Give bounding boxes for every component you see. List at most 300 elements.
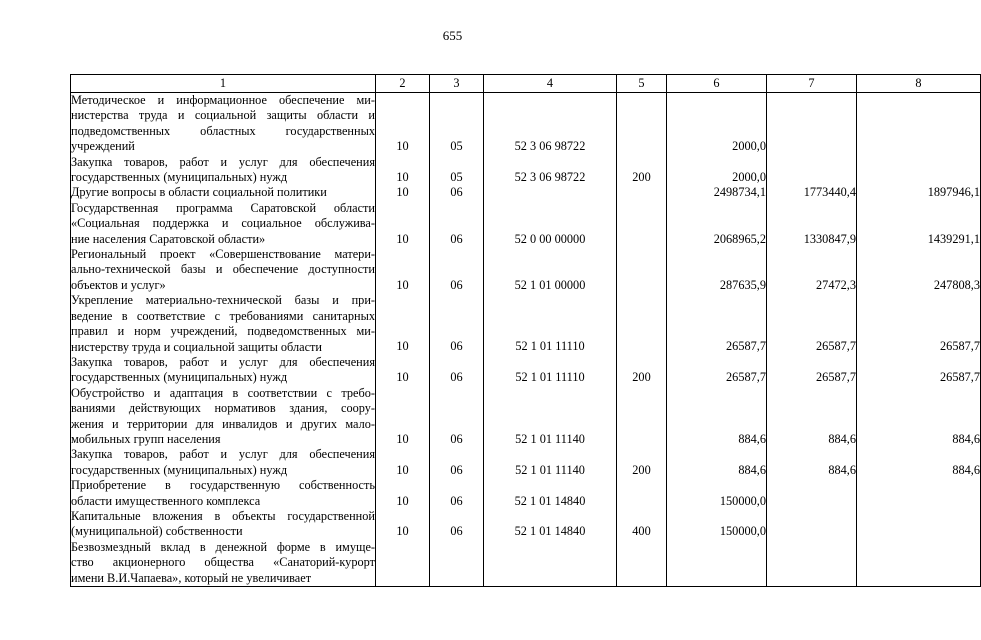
- description-line: нистерству труда и социальной защиты области: [71, 339, 323, 354]
- amount-year-2: [767, 93, 857, 155]
- expense-type-code-value: [617, 139, 666, 154]
- amount-year-3-value: 247808,3: [933, 277, 980, 292]
- expense-type-code: [617, 509, 667, 540]
- value-spacer: [484, 93, 616, 139]
- target-article-code-value: [484, 185, 616, 200]
- target-article-code-value: 52 1 01 14840: [514, 493, 586, 508]
- amount-year-3-value: [857, 139, 980, 154]
- table-row: [71, 509, 981, 540]
- amount-year-3: [857, 386, 981, 448]
- description-line: Другие вопросы в области социальной политики: [71, 185, 327, 200]
- value-spacer: [667, 509, 766, 524]
- amount-year-3: [857, 509, 981, 540]
- section-code-value: 10: [396, 493, 409, 508]
- row-description: [71, 201, 376, 247]
- expense-type-code-value: [617, 494, 666, 509]
- amount-year-1-value: 2498734,1: [713, 185, 766, 200]
- page-number: 655: [442, 28, 463, 43]
- expense-type-code: [617, 201, 667, 247]
- section-code-value: 10: [396, 431, 409, 446]
- target-article-code-value: 52 0 00 00000: [514, 231, 586, 246]
- value-spacer: [857, 478, 980, 493]
- section-code-value: 10: [396, 139, 409, 154]
- subsection-code-value: 06: [450, 462, 463, 477]
- value-spacer: [617, 293, 666, 339]
- value-spacer: [667, 540, 766, 571]
- description-line: Приобретение в государственную собственность: [71, 478, 375, 493]
- amount-year-1-value: 26587,7: [726, 339, 766, 354]
- target-article-code: [484, 509, 617, 540]
- budget-table: [70, 74, 981, 587]
- row-description: [71, 478, 376, 509]
- amount-year-3-value: [857, 571, 980, 586]
- value-spacer: [767, 386, 856, 432]
- row-description: [71, 447, 376, 478]
- target-article-code-value: [484, 571, 616, 586]
- value-spacer: [430, 478, 483, 493]
- amount-year-3: [857, 185, 981, 200]
- row-description: [71, 540, 376, 587]
- target-article-code-value: 52 3 06 98722: [514, 170, 586, 185]
- amount-year-2: [767, 447, 857, 478]
- description-line: Безвозмездный вклад в денежной форме в имуще-: [71, 539, 375, 554]
- amount-year-3-value: 1439291,1: [927, 231, 980, 246]
- table-row: [71, 355, 981, 386]
- value-spacer: [857, 509, 980, 524]
- subsection-code-value: 06: [450, 493, 463, 508]
- value-spacer: [430, 247, 483, 278]
- value-spacer: [767, 478, 856, 493]
- table-row: [71, 93, 981, 155]
- value-spacer: [667, 93, 766, 139]
- value-spacer: [376, 509, 429, 524]
- amount-year-1-value: 2000,0: [732, 170, 766, 185]
- subsection-code: [430, 201, 484, 247]
- amount-year-2: [767, 386, 857, 448]
- section-code-value: 10: [396, 339, 409, 354]
- amount-year-3-value: 884,6: [952, 431, 980, 446]
- amount-year-3: [857, 447, 981, 478]
- target-article-code-value: 52 1 01 11140: [515, 431, 585, 446]
- section-code-value: 10: [396, 524, 409, 539]
- column-header-3: 3: [430, 75, 484, 93]
- description-line: Закупка товаров, работ и услуг для обеспечения: [71, 447, 375, 462]
- amount-year-3-value: [857, 170, 980, 185]
- value-spacer: [617, 386, 666, 432]
- section-code: [376, 509, 430, 540]
- value-spacer: [484, 293, 616, 339]
- table-body: [71, 93, 981, 587]
- value-spacer: [484, 355, 616, 370]
- subsection-code: [430, 447, 484, 478]
- value-spacer: [857, 447, 980, 462]
- description-line: Региональный проект «Совершенствование матери-: [71, 247, 375, 262]
- amount-year-1: [667, 478, 767, 509]
- column-header-8: 8: [857, 75, 981, 93]
- amount-year-2: [767, 509, 857, 540]
- value-spacer: [857, 386, 980, 432]
- amount-year-1: [667, 386, 767, 448]
- expense-type-code: [617, 247, 667, 293]
- target-article-code: [484, 386, 617, 448]
- value-spacer: [857, 355, 980, 370]
- value-spacer: [667, 155, 766, 170]
- subsection-code: [430, 355, 484, 386]
- description-line: государственных (муниципальных) нужд: [71, 170, 288, 185]
- value-spacer: [617, 447, 666, 462]
- subsection-code: [430, 247, 484, 293]
- subsection-code: [430, 185, 484, 200]
- column-header-4: 4: [484, 75, 617, 93]
- table-row: [71, 447, 981, 478]
- description-line: Методическое и информационное обеспечение ми-: [71, 93, 375, 107]
- value-spacer: [767, 201, 856, 232]
- description-line: подведомственных областных государственных: [71, 123, 375, 138]
- amount-year-3: [857, 155, 981, 186]
- value-spacer: [430, 201, 483, 232]
- description-line: Закупка товаров, работ и услуг для обеспечения: [71, 154, 375, 169]
- row-description: [71, 247, 376, 293]
- value-spacer: [376, 355, 429, 370]
- amount-year-2-value: 26587,7: [816, 370, 856, 385]
- value-spacer: [376, 478, 429, 493]
- value-spacer: [484, 386, 616, 432]
- column-header-1: 1: [71, 75, 376, 93]
- amount-year-1-value: 287635,9: [719, 277, 766, 292]
- table-row: [71, 386, 981, 448]
- amount-year-2-value: [767, 571, 856, 586]
- description-line: (муниципальной) собственности: [71, 524, 243, 539]
- expense-type-code: [617, 540, 667, 587]
- column-header-6: 6: [667, 75, 767, 93]
- section-code-value: 10: [396, 277, 409, 292]
- expense-type-code-value: 200: [632, 170, 651, 185]
- amount-year-3-value: 884,6: [952, 462, 980, 477]
- subsection-code: [430, 386, 484, 448]
- row-description: [71, 185, 376, 200]
- amount-year-2-value: 26587,7: [816, 339, 856, 354]
- value-spacer: [617, 201, 666, 232]
- amount-year-1: [667, 155, 767, 186]
- table-row: [71, 478, 981, 509]
- description-line: жения и территории для инвалидов и других мало-: [71, 416, 375, 431]
- amount-year-2-value: 27472,3: [816, 277, 856, 292]
- value-spacer: [430, 386, 483, 432]
- amount-year-2: [767, 293, 857, 355]
- target-article-code: [484, 201, 617, 247]
- value-spacer: [767, 293, 856, 339]
- amount-year-3: [857, 93, 981, 155]
- amount-year-2: [767, 155, 857, 186]
- value-spacer: [376, 447, 429, 462]
- subsection-code-value: 06: [450, 277, 463, 292]
- amount-year-3-value: 1897946,1: [927, 185, 980, 200]
- target-article-code: [484, 478, 617, 509]
- expense-type-code-value: [617, 232, 666, 247]
- section-code: [376, 478, 430, 509]
- value-spacer: [767, 447, 856, 462]
- expense-type-code: [617, 293, 667, 355]
- description-line: Государственная программа Саратовской области: [71, 200, 375, 215]
- table-row: [71, 185, 981, 200]
- description-line: Капитальные вложения в объекты государственной: [71, 508, 375, 523]
- subsection-code-value: 06: [450, 370, 463, 385]
- expense-type-code: [617, 155, 667, 186]
- value-spacer: [617, 93, 666, 139]
- subsection-code: [430, 478, 484, 509]
- amount-year-1: [667, 185, 767, 200]
- value-spacer: [484, 540, 616, 571]
- description-line: ваниями действующих нормативов здания, соору-: [71, 401, 375, 416]
- target-article-code: [484, 293, 617, 355]
- target-article-code: [484, 155, 617, 186]
- amount-year-2-value: [767, 494, 856, 509]
- section-code: [376, 386, 430, 448]
- expense-type-code-value: 200: [632, 370, 651, 385]
- amount-year-2-value: 884,6: [828, 431, 856, 446]
- target-article-code-value: 52 3 06 98722: [514, 139, 586, 154]
- amount-year-3: [857, 201, 981, 247]
- expense-type-code: [617, 478, 667, 509]
- amount-year-2: [767, 185, 857, 200]
- value-spacer: [376, 293, 429, 339]
- amount-year-1-value: 26587,7: [726, 370, 766, 385]
- amount-year-1: [667, 93, 767, 155]
- amount-year-3: [857, 478, 981, 509]
- subsection-code: [430, 93, 484, 155]
- amount-year-2: [767, 355, 857, 386]
- description-line: ально-технической базы и обеспечение доступности: [71, 262, 375, 277]
- amount-year-3-value: [857, 494, 980, 509]
- subsection-code: [430, 509, 484, 540]
- value-spacer: [376, 93, 429, 139]
- amount-year-2: [767, 540, 857, 587]
- amount-year-2: [767, 201, 857, 247]
- target-article-code-value: 52 1 01 11110: [515, 370, 585, 385]
- value-spacer: [667, 447, 766, 462]
- value-spacer: [484, 201, 616, 232]
- target-article-code-value: 52 1 01 11140: [515, 462, 585, 477]
- value-spacer: [857, 540, 980, 571]
- amount-year-2: [767, 478, 857, 509]
- target-article-code: [484, 185, 617, 200]
- row-description: [71, 93, 376, 155]
- description-line: Обустройство и адаптация в соответствии с требо-: [71, 385, 375, 400]
- subsection-code-value: 05: [450, 170, 463, 185]
- section-code: [376, 155, 430, 186]
- description-line: государственных (муниципальных) нужд: [71, 462, 288, 477]
- value-spacer: [767, 509, 856, 524]
- row-description: [71, 386, 376, 448]
- row-description: [71, 293, 376, 355]
- value-spacer: [857, 155, 980, 170]
- section-code: [376, 447, 430, 478]
- value-spacer: [667, 247, 766, 278]
- description-line: нистерства труда и социальной защиты области и: [71, 108, 375, 123]
- value-spacer: [767, 355, 856, 370]
- description-line: ство акционерного общества «Санаторий-курорт: [71, 555, 375, 570]
- expense-type-code-value: [617, 278, 666, 293]
- amount-year-1: [667, 540, 767, 587]
- value-spacer: [617, 355, 666, 370]
- value-spacer: [430, 355, 483, 370]
- value-spacer: [667, 386, 766, 432]
- subsection-code-value: 06: [450, 231, 463, 246]
- amount-year-2-value: 1330847,9: [803, 231, 856, 246]
- target-article-code-value: 52 1 01 00000: [514, 277, 586, 292]
- value-spacer: [667, 355, 766, 370]
- expense-type-code: [617, 386, 667, 448]
- description-line: ние населения Саратовской области»: [71, 231, 266, 246]
- section-code: [376, 247, 430, 293]
- expense-type-code: [617, 185, 667, 200]
- table-row: [71, 155, 981, 186]
- section-code-value: 10: [396, 462, 409, 477]
- amount-year-1-value: 884,6: [738, 431, 766, 446]
- amount-year-1-value: 2000,0: [732, 139, 766, 154]
- amount-year-1: [667, 201, 767, 247]
- value-spacer: [376, 540, 429, 571]
- section-code: [376, 540, 430, 587]
- value-spacer: [667, 293, 766, 339]
- value-spacer: [376, 155, 429, 170]
- description-line: «Социальная поддержка и социальное обслужива-: [71, 216, 375, 231]
- section-code-value: 10: [396, 170, 409, 185]
- subsection-code-value: 06: [450, 431, 463, 446]
- description-line: государственных (муниципальных) нужд: [71, 370, 288, 385]
- amount-year-1-value: 884,6: [738, 462, 766, 477]
- value-spacer: [430, 155, 483, 170]
- target-article-code: [484, 93, 617, 155]
- description-line: имени В.И.Чапаева», который не увеличивает: [71, 570, 312, 585]
- section-code: [376, 355, 430, 386]
- amount-year-1-value: 150000,0: [719, 493, 766, 508]
- subsection-code: [430, 293, 484, 355]
- table-header-row: [71, 75, 981, 93]
- amount-year-2-value: [767, 524, 856, 539]
- section-code: [376, 93, 430, 155]
- amount-year-1-value: 2068965,2: [713, 231, 766, 246]
- column-header-2: 2: [376, 75, 430, 93]
- description-line: мобильных групп населения: [71, 431, 221, 446]
- section-code: [376, 201, 430, 247]
- subsection-code-value: [430, 571, 483, 586]
- amount-year-2: [767, 247, 857, 293]
- subsection-code-value: 05: [450, 139, 463, 154]
- section-code-value: 10: [396, 231, 409, 246]
- amount-year-3-value: [857, 524, 980, 539]
- table-row: [71, 201, 981, 247]
- target-article-code: [484, 447, 617, 478]
- value-spacer: [484, 478, 616, 493]
- amount-year-3: [857, 293, 981, 355]
- amount-year-2-value: [767, 170, 856, 185]
- expense-type-code-value: [617, 432, 666, 447]
- section-code-value: 10: [396, 185, 409, 200]
- expense-type-code-value: [617, 571, 666, 586]
- value-spacer: [430, 509, 483, 524]
- value-spacer: [430, 447, 483, 462]
- expense-type-code: [617, 355, 667, 386]
- value-spacer: [857, 93, 980, 139]
- description-line: учреждений: [71, 139, 135, 154]
- amount-year-3: [857, 355, 981, 386]
- row-description: [71, 509, 376, 540]
- description-line: ведение в соответствие с требованиями санитарных: [71, 308, 375, 323]
- description-line: области имущественного комплекса: [71, 493, 261, 508]
- value-spacer: [430, 93, 483, 139]
- expense-type-code-value: 200: [632, 462, 651, 477]
- table-row: [71, 247, 981, 293]
- amount-year-1: [667, 293, 767, 355]
- amount-year-2-value: [767, 139, 856, 154]
- value-spacer: [667, 478, 766, 493]
- amount-year-3-value: 26587,7: [940, 370, 980, 385]
- target-article-code-value: 52 1 01 11110: [515, 339, 585, 354]
- subsection-code: [430, 540, 484, 587]
- section-code-value: [376, 571, 429, 586]
- column-header-7: 7: [767, 75, 857, 93]
- value-spacer: [767, 540, 856, 571]
- value-spacer: [617, 509, 666, 524]
- value-spacer: [376, 247, 429, 278]
- value-spacer: [484, 155, 616, 170]
- amount-year-1: [667, 247, 767, 293]
- value-spacer: [617, 247, 666, 278]
- expense-type-code-value: [617, 339, 666, 354]
- value-spacer: [376, 386, 429, 432]
- row-description: [71, 155, 376, 186]
- value-spacer: [857, 293, 980, 339]
- target-article-code: [484, 247, 617, 293]
- expense-type-code: [617, 93, 667, 155]
- value-spacer: [430, 293, 483, 339]
- subsection-code-value: 06: [450, 339, 463, 354]
- target-article-code: [484, 540, 617, 587]
- column-header-5: 5: [617, 75, 667, 93]
- expense-type-code-value: 400: [632, 524, 651, 539]
- subsection-code-value: 06: [450, 185, 463, 200]
- amount-year-2-value: 884,6: [828, 462, 856, 477]
- value-spacer: [484, 447, 616, 462]
- value-spacer: [617, 540, 666, 571]
- amount-year-2-value: 1773440,4: [803, 185, 856, 200]
- value-spacer: [430, 540, 483, 571]
- section-code-value: 10: [396, 370, 409, 385]
- value-spacer: [617, 478, 666, 493]
- amount-year-1: [667, 509, 767, 540]
- description-line: объектов и услуг»: [71, 277, 166, 292]
- target-article-code: [484, 355, 617, 386]
- value-spacer: [484, 247, 616, 278]
- amount-year-1: [667, 447, 767, 478]
- amount-year-1: [667, 355, 767, 386]
- value-spacer: [767, 155, 856, 170]
- subsection-code: [430, 155, 484, 186]
- row-description: [71, 355, 376, 386]
- expense-type-code-value: [617, 185, 666, 200]
- value-spacer: [767, 247, 856, 278]
- value-spacer: [667, 201, 766, 232]
- section-code: [376, 293, 430, 355]
- description-line: Закупка товаров, работ и услуг для обеспечения: [71, 354, 375, 369]
- table-row: [71, 293, 981, 355]
- amount-year-3: [857, 540, 981, 587]
- target-article-code-value: 52 1 01 14840: [514, 524, 586, 539]
- budget-table-wrapper: [70, 74, 980, 587]
- value-spacer: [857, 201, 980, 232]
- value-spacer: [617, 155, 666, 170]
